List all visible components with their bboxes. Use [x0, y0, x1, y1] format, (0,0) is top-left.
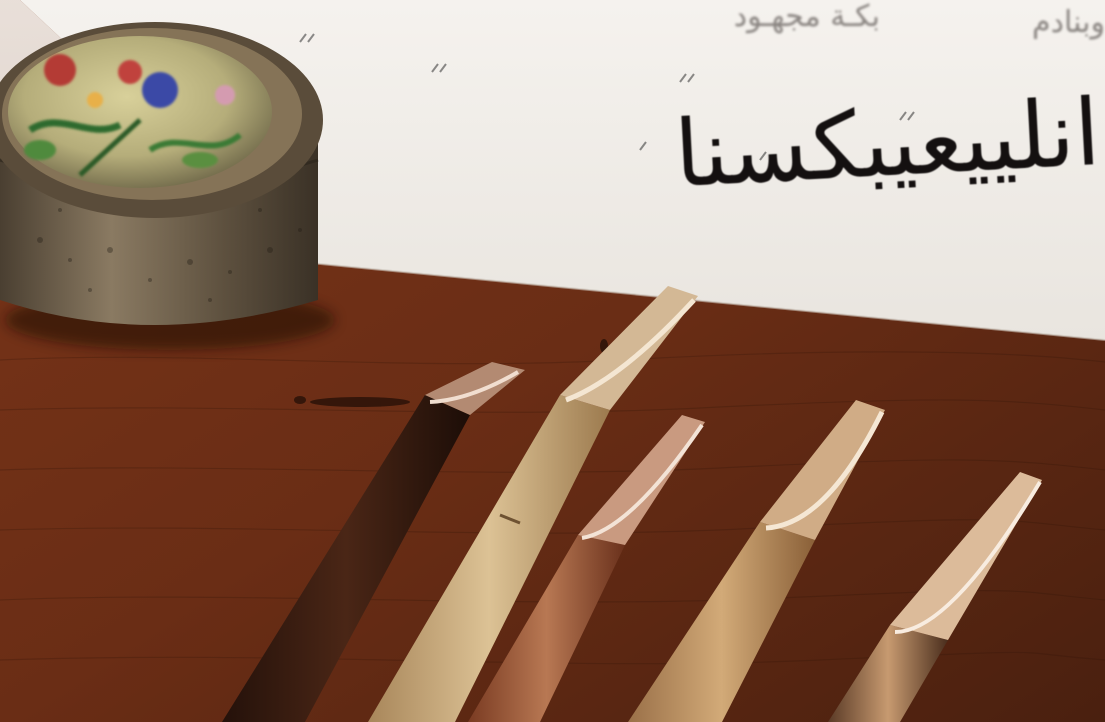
ink-box	[0, 22, 323, 325]
calligraphy-main-line: انلييعيبكسنا	[672, 79, 1103, 209]
calligraphy-top-right-line: وبنادم	[1032, 6, 1105, 40]
painted-lid	[8, 36, 272, 188]
calligraphy-top-left-line: بكـة مجهـود	[733, 0, 880, 34]
